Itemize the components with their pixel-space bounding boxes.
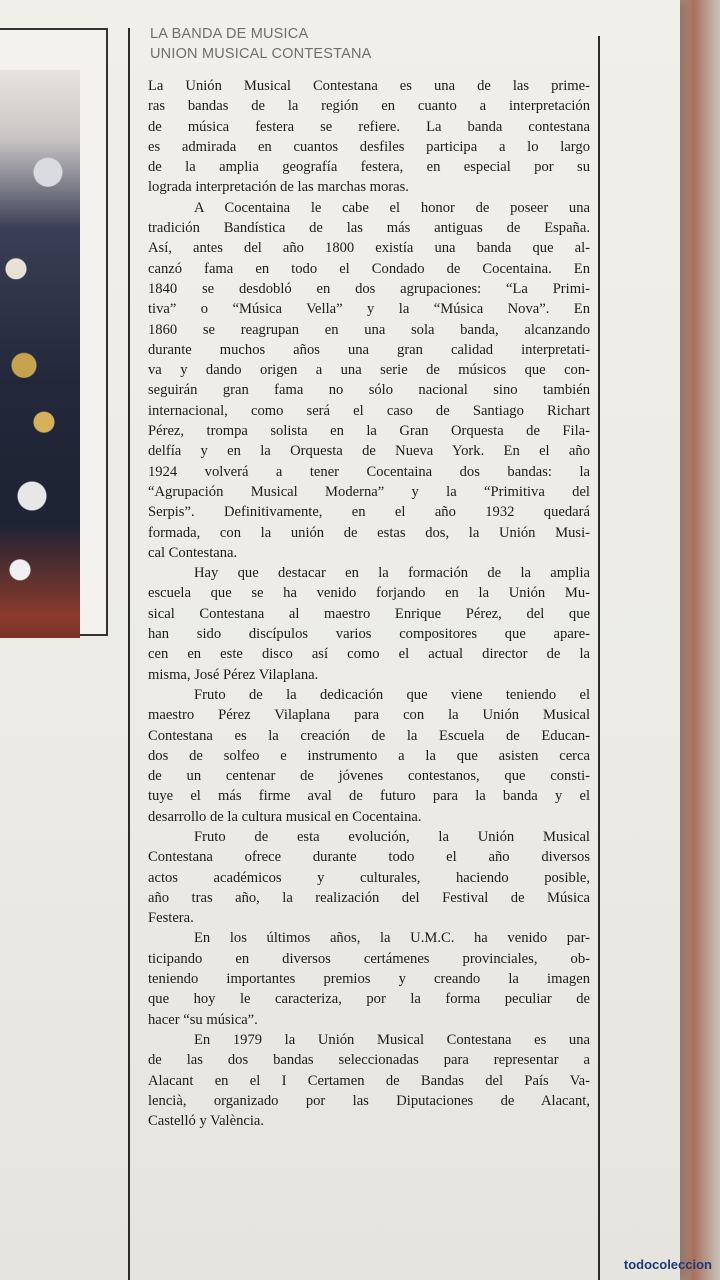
paragraph — [148, 76, 590, 198]
text-line: va y dando origen a una serie de músicos que con- — [148, 362, 590, 379]
text-line: durante muchos años una gran calidad interpretati- — [148, 341, 590, 358]
text-line: Festera. — [148, 910, 194, 927]
text-line: canzó fama en todo el Condado de Cocentaina. En — [148, 260, 590, 277]
text-line: actos académicos y culturales, haciendo posible, — [148, 869, 590, 886]
text-line: ras bandas de la región en cuanto a interpretación — [148, 98, 590, 115]
paragraph — [148, 563, 590, 685]
text-line: hacer “su música”. — [148, 1011, 258, 1028]
text-line: lograda interpretación de las marchas moras. — [148, 179, 409, 196]
text-line: tradición Bandística de las más antiguas de España. — [148, 220, 590, 237]
text-line: formada, con la unión de estas dos, la Unión Musi- — [148, 524, 590, 541]
paragraph — [148, 928, 590, 1029]
section-heading — [150, 24, 570, 64]
text-line: teniendo importantes premios y creando la imagen — [148, 971, 590, 988]
text-line: cal Contestana. — [148, 544, 238, 561]
column-divider-right — [598, 36, 600, 1280]
text-line: sical Contestana al maestro Enrique Pérez, del que — [148, 605, 590, 622]
text-line: La Unión Musical Contestana es una de las prime- — [148, 78, 590, 94]
band-photo — [0, 70, 80, 638]
text-line: 1924 volverá a tener Cocentaina dos bandas: la — [148, 463, 590, 480]
text-line: misma, José Pérez Vilaplana. — [148, 666, 319, 683]
paragraph — [148, 827, 590, 928]
text-line: tiva” o “Música Vella” y la “Música Nova”. En — [148, 301, 590, 318]
text-line: 1860 se reagrupan en una sola banda, alcanzando — [148, 321, 590, 338]
text-line: Alacant en el I Certamen de Bandas del País Va- — [148, 1072, 590, 1089]
text-line: desarrollo de la cultura musical en Cocentaina. — [148, 808, 422, 825]
text-line: maestro Pérez Vilaplana para con la Unión Musical — [148, 707, 590, 724]
text-line: han sido discípulos varios compositores que apare- — [148, 626, 590, 643]
text-line: ticipando en diversos certámenes provinciales, ob- — [148, 950, 590, 967]
text-line: de música festera se refiere. La banda contestana — [148, 118, 590, 135]
text-line: 1840 se desdobló en dos agrupaciones: “La Primi- — [148, 280, 590, 297]
text-line: Fruto de la dedicación que viene teniendo el — [194, 686, 590, 703]
text-line: Fruto de esta evolución, la Unión Musical — [194, 828, 590, 845]
text-line: En 1979 la Unión Musical Contestana es una — [194, 1031, 590, 1048]
text-line: Castelló y València. — [148, 1113, 265, 1130]
text-line: delfía y en la Orquesta de Nueva York. En el año — [148, 443, 590, 460]
text-line: que hoy le caracteriza, por la forma peculiar de — [148, 991, 590, 1008]
text-line: Serpis”. Definitivamente, en el año 1932 quedará — [148, 504, 590, 521]
text-line: lencià, organizado por las Diputaciones de Alacant, — [148, 1092, 590, 1109]
text-line: de las dos bandas seleccionadas para representar a — [148, 1052, 590, 1069]
band-photo-frame — [0, 28, 108, 636]
text-line: internacional, como será el caso de Santiago Richart — [148, 402, 590, 419]
paragraph — [148, 685, 590, 827]
text-line: Contestana es la creación de la Escuela de Educan- — [148, 727, 590, 744]
text-line: de un centenar de jóvenes contestanos, que consti- — [148, 768, 590, 785]
text-line: “Agrupación Musical Moderna” y la “Primitiva del — [148, 483, 590, 500]
text-line: Pérez, trompa solista en la Gran Orquesta de Fila- — [148, 423, 590, 440]
text-line: Así, antes del año 1800 existía una banda que al- — [148, 240, 590, 257]
text-line: Hay que destacar en la formación de la amplia — [194, 565, 590, 582]
text-line: dos de solfeo e instrumento a la que asisten cerca — [148, 747, 590, 764]
text-line: es admirada en cuantos desfiles participa a lo largo — [148, 138, 590, 155]
text-line: escuela que se ha venido forjando en la Unión Mu- — [148, 585, 590, 602]
paragraph — [148, 1030, 590, 1131]
paragraph — [148, 198, 590, 563]
heading-line-2: UNION MUSICAL CONTESTANA — [150, 46, 372, 62]
watermark-logo: todocoleccion — [623, 1257, 712, 1272]
text-line: año tras año, la realización del Festival de Música — [148, 889, 590, 906]
text-line: de la amplia geografía festera, en especial por su — [148, 159, 590, 176]
text-line: Contestana ofrece durante todo el año diversos — [148, 849, 590, 866]
heading-line-1: LA BANDA DE MUSICA — [150, 26, 309, 42]
text-line: tuye el más firme aval de futuro para la banda y el — [148, 788, 590, 805]
text-line: En los últimos años, la U.M.C. ha venido par- — [194, 930, 590, 947]
column-divider-left — [128, 28, 130, 1280]
text-line: seguirán gran fama no sólo nacional sino también — [148, 382, 590, 399]
article-body — [148, 76, 590, 1131]
text-line: cen en este disco así como el actual director de la — [148, 646, 590, 663]
text-line: A Cocentaina le cabe el honor de poseer una — [194, 199, 590, 216]
